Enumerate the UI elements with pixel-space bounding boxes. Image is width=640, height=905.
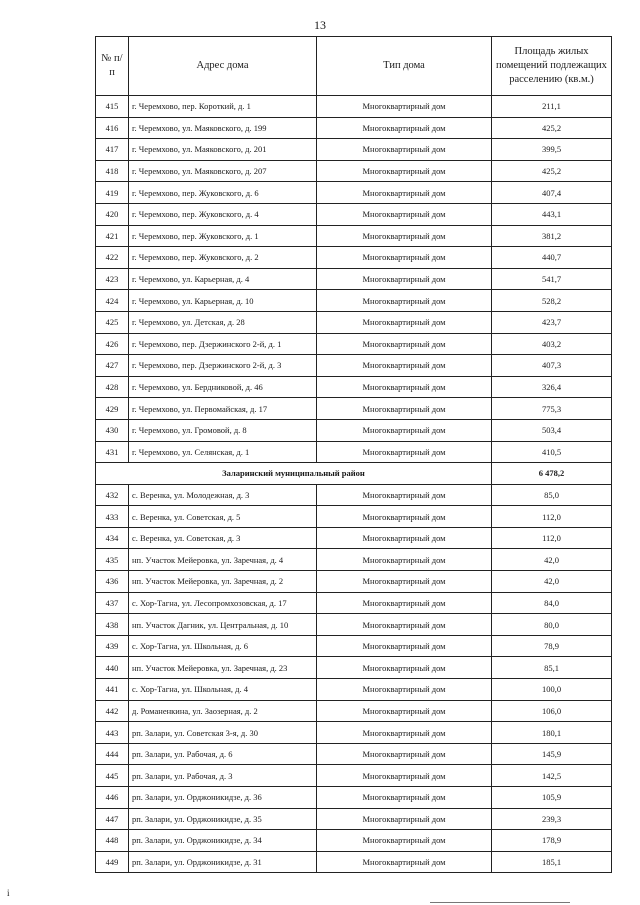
row-address: г. Черемхово, пер. Дзержинского 2-й, д. 3 bbox=[129, 355, 317, 377]
row-address: г. Черемхово, ул. Детская, д. 28 bbox=[129, 311, 317, 333]
row-type: Многоквартирный дом bbox=[317, 139, 492, 161]
row-address: с. Веренка, ул. Советская, д. 5 bbox=[129, 506, 317, 528]
row-area: 100,0 bbox=[492, 679, 612, 701]
row-area: 178,9 bbox=[492, 830, 612, 852]
row-area: 180,1 bbox=[492, 722, 612, 744]
row-area: 410,5 bbox=[492, 441, 612, 463]
row-area: 145,9 bbox=[492, 743, 612, 765]
row-number: 435 bbox=[96, 549, 129, 571]
row-address: рп. Залари, ул. Рабочая, д. 3 bbox=[129, 765, 317, 787]
row-type: Многоквартирный дом bbox=[317, 182, 492, 204]
row-type: Многоквартирный дом bbox=[317, 268, 492, 290]
row-type: Многоквартирный дом bbox=[317, 549, 492, 571]
row-address: г. Черемхово, ул. Громовой, д. 8 bbox=[129, 419, 317, 441]
table-row bbox=[96, 419, 612, 441]
row-type: Многоквартирный дом bbox=[317, 679, 492, 701]
row-type: Многоквартирный дом bbox=[317, 203, 492, 225]
row-type: Многоквартирный дом bbox=[317, 311, 492, 333]
row-area: 541,7 bbox=[492, 268, 612, 290]
row-type: Многоквартирный дом bbox=[317, 592, 492, 614]
row-type: Многоквартирный дом bbox=[317, 787, 492, 809]
region-total: 6 478,2 bbox=[492, 463, 612, 485]
row-type: Многоквартирный дом bbox=[317, 765, 492, 787]
row-number: 447 bbox=[96, 808, 129, 830]
row-address: г. Черемхово, пер. Жуковского, д. 1 bbox=[129, 225, 317, 247]
row-type: Многоквартирный дом bbox=[317, 830, 492, 852]
region-row bbox=[96, 463, 612, 485]
table-row bbox=[96, 160, 612, 182]
row-address: рп. Залари, ул. Орджоникидзе, д. 34 bbox=[129, 830, 317, 852]
row-type: Многоквартирный дом bbox=[317, 527, 492, 549]
header-num: № п/п bbox=[96, 37, 129, 96]
row-area: 78,9 bbox=[492, 635, 612, 657]
row-area: 84,0 bbox=[492, 592, 612, 614]
row-address: рп. Залари, ул. Рабочая, д. 6 bbox=[129, 743, 317, 765]
table-row bbox=[96, 398, 612, 420]
region-name: Заларинский муниципальный район bbox=[96, 463, 492, 485]
row-type: Многоквартирный дом bbox=[317, 657, 492, 679]
row-type: Многоквартирный дом bbox=[317, 635, 492, 657]
row-type: Многоквартирный дом bbox=[317, 117, 492, 139]
row-type: Многоквартирный дом bbox=[317, 700, 492, 722]
table-row bbox=[96, 203, 612, 225]
row-address: г. Черемхово, ул. Селянская, д. 1 bbox=[129, 441, 317, 463]
table-row bbox=[96, 743, 612, 765]
table-body bbox=[96, 96, 612, 873]
row-address: с. Хор-Тагна, ул. Школьная, д. 6 bbox=[129, 635, 317, 657]
row-address: нп. Участок Мейеровка, ул. Заречная, д. 2 bbox=[129, 571, 317, 593]
row-number: 437 bbox=[96, 592, 129, 614]
row-address: с. Веренка, ул. Молодежная, д. 3 bbox=[129, 484, 317, 506]
row-area: 423,7 bbox=[492, 311, 612, 333]
table-row bbox=[96, 549, 612, 571]
row-number: 426 bbox=[96, 333, 129, 355]
row-area: 425,2 bbox=[492, 160, 612, 182]
header-area: Площадь жилых помещений подлежащих расселению (кв.м.) bbox=[492, 37, 612, 96]
table-row bbox=[96, 333, 612, 355]
table-header-row bbox=[96, 37, 612, 96]
table-row bbox=[96, 182, 612, 204]
row-number: 445 bbox=[96, 765, 129, 787]
row-address: нп. Участок Дагник, ул. Центральная, д. 10 bbox=[129, 614, 317, 636]
row-address: рп. Залари, ул. Советская 3-я, д. 30 bbox=[129, 722, 317, 744]
row-area: 399,5 bbox=[492, 139, 612, 161]
row-address: г. Черемхово, пер. Короткий, д. 1 bbox=[129, 96, 317, 118]
row-address: г. Черемхово, ул. Маяковского, д. 199 bbox=[129, 117, 317, 139]
header-address: Адрес дома bbox=[129, 37, 317, 96]
footer-mark: i bbox=[7, 888, 10, 898]
row-number: 418 bbox=[96, 160, 129, 182]
row-area: 775,3 bbox=[492, 398, 612, 420]
table-row bbox=[96, 657, 612, 679]
row-area: 440,7 bbox=[492, 247, 612, 269]
row-address: г. Черемхово, ул. Бердниковой, д. 46 bbox=[129, 376, 317, 398]
row-address: с. Веренка, ул. Советская, д. 3 bbox=[129, 527, 317, 549]
row-number: 449 bbox=[96, 851, 129, 873]
row-type: Многоквартирный дом bbox=[317, 484, 492, 506]
table-row bbox=[96, 441, 612, 463]
row-area: 528,2 bbox=[492, 290, 612, 312]
table-row bbox=[96, 571, 612, 593]
table-row bbox=[96, 506, 612, 528]
table-row bbox=[96, 700, 612, 722]
row-address: с. Хор-Тагна, ул. Школьная, д. 4 bbox=[129, 679, 317, 701]
page-number: 13 bbox=[314, 18, 326, 32]
row-number: 430 bbox=[96, 419, 129, 441]
row-address: г. Черемхово, пер. Жуковского, д. 6 bbox=[129, 182, 317, 204]
row-area: 239,3 bbox=[492, 808, 612, 830]
table-row bbox=[96, 679, 612, 701]
row-area: 326,4 bbox=[492, 376, 612, 398]
row-number: 439 bbox=[96, 635, 129, 657]
row-number: 415 bbox=[96, 96, 129, 118]
row-address: нп. Участок Мейеровка, ул. Заречная, д. 23 bbox=[129, 657, 317, 679]
row-area: 112,0 bbox=[492, 506, 612, 528]
row-number: 436 bbox=[96, 571, 129, 593]
table-row bbox=[96, 765, 612, 787]
row-number: 444 bbox=[96, 743, 129, 765]
table-row bbox=[96, 376, 612, 398]
row-type: Многоквартирный дом bbox=[317, 290, 492, 312]
row-address: г. Черемхово, пер. Жуковского, д. 4 bbox=[129, 203, 317, 225]
row-type: Многоквартирный дом bbox=[317, 441, 492, 463]
table-row bbox=[96, 614, 612, 636]
table-row bbox=[96, 355, 612, 377]
table-row bbox=[96, 225, 612, 247]
row-number: 429 bbox=[96, 398, 129, 420]
row-area: 80,0 bbox=[492, 614, 612, 636]
row-type: Многоквартирный дом bbox=[317, 743, 492, 765]
row-address: с. Хор-Тагна, ул. Лесопромхозовская, д. 17 bbox=[129, 592, 317, 614]
row-type: Многоквартирный дом bbox=[317, 355, 492, 377]
row-type: Многоквартирный дом bbox=[317, 160, 492, 182]
table-row bbox=[96, 592, 612, 614]
row-address: д. Романенкина, ул. Заозерная, д. 2 bbox=[129, 700, 317, 722]
row-number: 448 bbox=[96, 830, 129, 852]
row-address: г. Черемхово, ул. Первомайская, д. 17 bbox=[129, 398, 317, 420]
row-area: 407,4 bbox=[492, 182, 612, 204]
row-address: нп. Участок Мейеровка, ул. Заречная, д. 4 bbox=[129, 549, 317, 571]
row-area: 42,0 bbox=[492, 549, 612, 571]
table-row bbox=[96, 117, 612, 139]
row-number: 417 bbox=[96, 139, 129, 161]
housing-table bbox=[95, 36, 612, 873]
row-address: рп. Залари, ул. Орджоникидзе, д. 35 bbox=[129, 808, 317, 830]
row-number: 443 bbox=[96, 722, 129, 744]
table-row bbox=[96, 808, 612, 830]
row-area: 85,1 bbox=[492, 657, 612, 679]
row-area: 381,2 bbox=[492, 225, 612, 247]
row-type: Многоквартирный дом bbox=[317, 419, 492, 441]
table-row bbox=[96, 311, 612, 333]
row-area: 443,1 bbox=[492, 203, 612, 225]
row-number: 441 bbox=[96, 679, 129, 701]
row-number: 423 bbox=[96, 268, 129, 290]
row-type: Многоквартирный дом bbox=[317, 614, 492, 636]
row-number: 434 bbox=[96, 527, 129, 549]
row-type: Многоквартирный дом bbox=[317, 808, 492, 830]
table-row bbox=[96, 787, 612, 809]
row-number: 420 bbox=[96, 203, 129, 225]
table-row bbox=[96, 139, 612, 161]
table-row bbox=[96, 635, 612, 657]
row-type: Многоквартирный дом bbox=[317, 247, 492, 269]
row-address: г. Черемхово, ул. Карьерная, д. 4 bbox=[129, 268, 317, 290]
row-type: Многоквартирный дом bbox=[317, 376, 492, 398]
table-row bbox=[96, 851, 612, 873]
table-row bbox=[96, 96, 612, 118]
row-number: 425 bbox=[96, 311, 129, 333]
table-row bbox=[96, 527, 612, 549]
row-number: 419 bbox=[96, 182, 129, 204]
row-area: 42,0 bbox=[492, 571, 612, 593]
row-type: Многоквартирный дом bbox=[317, 225, 492, 247]
row-number: 446 bbox=[96, 787, 129, 809]
row-address: рп. Залари, ул. Орджоникидзе, д. 31 bbox=[129, 851, 317, 873]
row-address: г. Черемхово, пер. Жуковского, д. 2 bbox=[129, 247, 317, 269]
row-area: 503,4 bbox=[492, 419, 612, 441]
row-area: 112,0 bbox=[492, 527, 612, 549]
row-number: 428 bbox=[96, 376, 129, 398]
row-number: 427 bbox=[96, 355, 129, 377]
row-number: 442 bbox=[96, 700, 129, 722]
row-number: 438 bbox=[96, 614, 129, 636]
row-area: 407,3 bbox=[492, 355, 612, 377]
row-area: 425,2 bbox=[492, 117, 612, 139]
row-type: Многоквартирный дом bbox=[317, 398, 492, 420]
scan-edge-line bbox=[430, 902, 570, 903]
row-area: 106,0 bbox=[492, 700, 612, 722]
table-row bbox=[96, 484, 612, 506]
row-type: Многоквартирный дом bbox=[317, 333, 492, 355]
row-area: 403,2 bbox=[492, 333, 612, 355]
row-type: Многоквартирный дом bbox=[317, 571, 492, 593]
header-type: Тип дома bbox=[317, 37, 492, 96]
row-address: г. Черемхово, ул. Маяковского, д. 207 bbox=[129, 160, 317, 182]
row-area: 185,1 bbox=[492, 851, 612, 873]
row-address: г. Черемхово, ул. Карьерная, д. 10 bbox=[129, 290, 317, 312]
row-address: г. Черемхово, ул. Маяковского, д. 201 bbox=[129, 139, 317, 161]
table-row bbox=[96, 290, 612, 312]
row-area: 85,0 bbox=[492, 484, 612, 506]
row-type: Многоквартирный дом bbox=[317, 851, 492, 873]
row-area: 142,5 bbox=[492, 765, 612, 787]
row-number: 431 bbox=[96, 441, 129, 463]
row-number: 422 bbox=[96, 247, 129, 269]
table-row bbox=[96, 722, 612, 744]
row-type: Многоквартирный дом bbox=[317, 96, 492, 118]
row-number: 416 bbox=[96, 117, 129, 139]
table-row bbox=[96, 268, 612, 290]
row-number: 433 bbox=[96, 506, 129, 528]
table-row bbox=[96, 247, 612, 269]
row-type: Многоквартирный дом bbox=[317, 722, 492, 744]
row-number: 421 bbox=[96, 225, 129, 247]
row-type: Многоквартирный дом bbox=[317, 506, 492, 528]
row-address: рп. Залари, ул. Орджоникидзе, д. 36 bbox=[129, 787, 317, 809]
row-area: 211,1 bbox=[492, 96, 612, 118]
row-number: 424 bbox=[96, 290, 129, 312]
row-number: 440 bbox=[96, 657, 129, 679]
row-number: 432 bbox=[96, 484, 129, 506]
row-area: 105,9 bbox=[492, 787, 612, 809]
table-row bbox=[96, 830, 612, 852]
row-address: г. Черемхово, пер. Дзержинского 2-й, д. 1 bbox=[129, 333, 317, 355]
